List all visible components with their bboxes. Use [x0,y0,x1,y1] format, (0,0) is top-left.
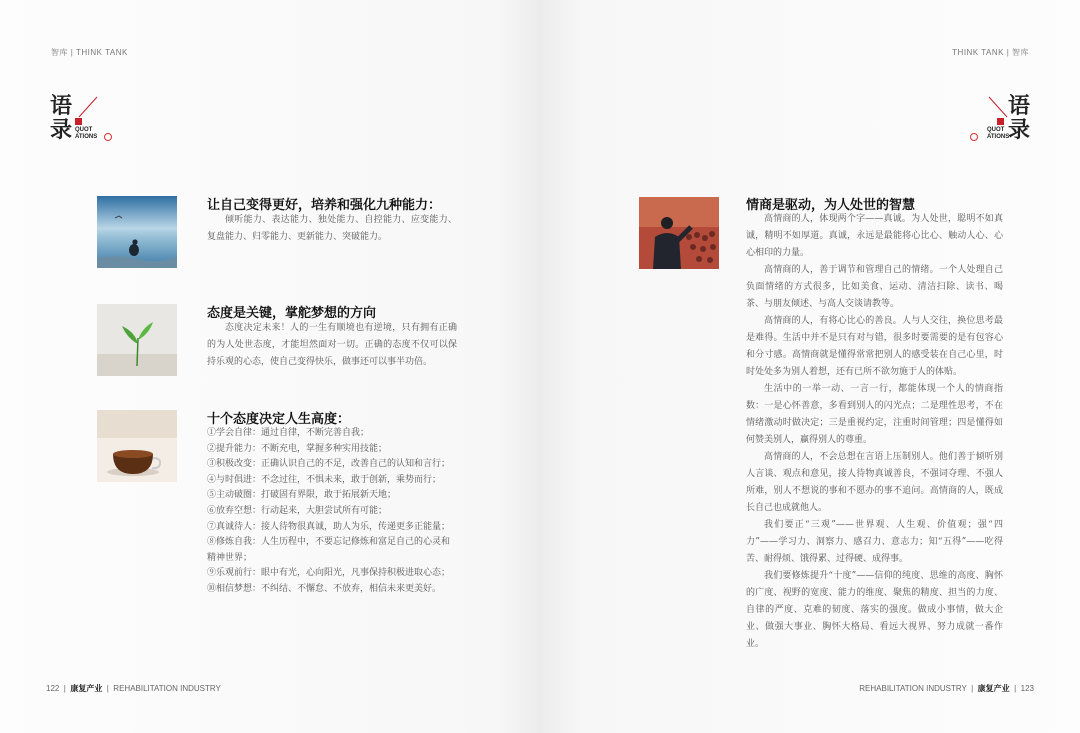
speaker-audience-image [639,197,719,269]
eq-paragraph: 高情商的人，善于调节和管理自己的情绪。一个人处理自己负面情绪的方式很多，比如美食、运动、清洁扫除、读书、喝茶、与朋友倾述、与高人交谈请教等。 [746,265,1003,309]
logo-en-1: QUOT [987,127,1005,133]
section-title-attitude: 态度是关键，掌舵梦想的方向 [207,306,377,321]
list-item: ⑤主动破圈：打破固有界限，敢于拓展新天地； [207,490,397,501]
eq-paragraph: 我们要修炼提升“十度”——信仰的纯度、思维的高度、胸怀的广度、视野的宽度、能力的维度、聚焦的精度、担当的力度、自律的严度、克难的韧度、落实的强度。做成小事情，做大企业、做强大事业、胸怀大格局、看远大视界、努力成就一番作业。 [746,571,1003,649]
section-title-abilities: 让自己变得更好，培养和强化九种能力： [207,198,442,213]
logo-char-1: 语 [50,93,73,119]
section-body-eq [746,211,1003,653]
section-title-ten-attitudes: 十个态度决定人生高度： [207,412,351,427]
footer-right: REHABILITATION INDUSTRY | 康复产业 | 123 [859,684,1034,693]
section-body-attitude: 态度决定未来！人的一生有顺境也有逆境，只有拥有正确的为人处世态度，才能坦然面对一切。正确的态度不仅可以保持乐观的心态，使自己变得快乐，做事还可以事半功倍。 [207,323,457,367]
eq-paragraph: 我们要正“三观”——世界观、人生观、价值观；强“四力”——学习力、洞察力、感召力、意志力；知“五得”——吃得苦、耐得烦、饿得累、过得硬、成得事。 [746,520,1003,564]
ten-attitudes-list [207,426,457,598]
footer-brand-right: 康复产业 [977,684,1010,693]
list-item: ⑥放弃空想：行动起来，大胆尝试所有可能； [207,505,388,516]
list-item: ①学会自律：通过自律，不断完善自我； [207,428,370,438]
footer-brand-left: 康复产业 [70,684,103,693]
quotations-logo-left [50,95,120,147]
header-right: THINK TANK | 智库 [952,48,1029,57]
list-item: ⑦真诚待人：接人待物很真诚，助人为乐，传递更多正能量； [207,521,451,532]
list-item: ②提升能力：不断充电，掌握多种实用技能； [207,443,388,454]
footer-brand-en-right: REHABILITATION INDUSTRY [859,684,967,693]
eq-paragraph: 高情商的人，体现两个字——真诚。为人处世，聪明不如真诚，精明不如厚道。真诚，永远是最能将心比心、触动人心、心心相印的力量。 [746,214,1003,258]
logo-en-2: ATIONS [75,134,98,140]
eq-paragraph: 高情商的人，有将心比心的善良。人与人交往，换位思考最是难得。生活中并不是只有对与错，很多时要需要的是有包容心和分寸感。高情商就是懂得常常把别人的感受装在自己心里，时时处处多为别人着想，还有已所不欲勿施于人的体贴。 [746,316,1003,377]
page-number-left: 122 [46,684,60,693]
logo-char-2: 录 [50,117,73,143]
footer-brand-en-left: REHABILITATION INDUSTRY [113,684,221,693]
slash-line-icon [75,95,99,119]
section-title-eq: 情商是驱动，为人处世的智慧 [746,198,916,213]
list-item: ④与时俱进：不念过往，不惧未来，敢于创新，乘势而行； [207,474,442,485]
eq-paragraph: 高情商的人，不会总想在言语上压制别人。他们善于倾听别人言谈、观点和意见，接人待物真诚善良，不强词夺理、不强人所难，别人不想说的事和不愿办的事不追问。高情商的人，既成长自己也成就他人。 [746,452,1003,513]
list-item: ⑩相信梦想：不纠结、不懈怠、不放弃，相信未来更美好。 [207,583,442,594]
circle-icon [970,133,978,141]
right-page [540,0,1080,733]
circle-icon [104,133,112,141]
page-number-right: 123 [1020,684,1034,693]
footer-left: 122 | 康复产业 | REHABILITATION INDUSTRY [46,684,221,693]
sprout-image [97,304,177,376]
sea-silhouette-image [97,196,177,268]
logo-char-1: 语 [1008,93,1031,119]
logo-en-1: QUOT [75,127,93,133]
eq-paragraph: 生活中的一举一动、一言一行，都能体现一个人的情商指数：一是心怀善意，多看到别人的闪光点；二是理性思考，不在情绪激动时做决定；三是重视约定，注重时间管理；四是懂得如何赞美别人，赢得别人的尊重。 [746,384,1003,445]
section-body-abilities: 倾听能力、表达能力、独处能力、自控能力、应变能力、复盘能力、归零能力、更新能力、突破能力。 [207,215,457,242]
coffee-cup-image [97,410,177,482]
accent-square-icon [75,118,82,125]
logo-char-2: 录 [1008,117,1031,143]
list-item: ⑧修炼自我：人生历程中，不要忘记修炼和富足自己的心灵和精神世界； [207,537,451,563]
list-item: ⑨乐观前行：眼中有光，心向阳光，凡事保持积极进取心态； [207,568,451,579]
quotations-logo-right [970,95,1040,147]
header-left: 智库 | THINK TANK [51,48,128,57]
accent-square-icon [997,118,1004,125]
list-item: ③积极改变：正确认识自己的不足，改善自己的认知和言行； [207,459,451,470]
logo-en-2: ATIONS [987,134,1010,140]
